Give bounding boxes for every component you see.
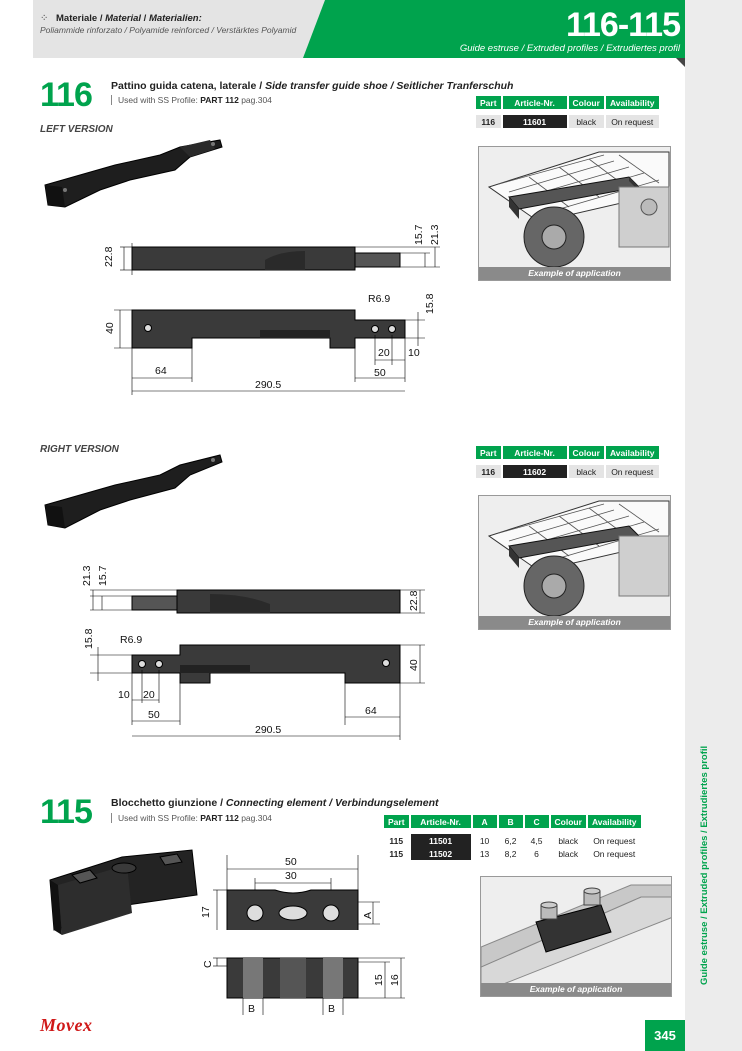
dim-total-length: 290.5 bbox=[255, 724, 282, 736]
section-116-used-with: Used with SS Profile: PART 112 pag.304 bbox=[111, 95, 272, 105]
dim-top-height: 15.7 bbox=[413, 224, 425, 245]
col-colour: Colour bbox=[569, 96, 604, 109]
connecting-element-section-view bbox=[195, 940, 415, 1020]
left-top-view bbox=[100, 290, 440, 395]
dim-width: 40 bbox=[104, 322, 116, 334]
dim-height: 22.8 bbox=[103, 246, 115, 267]
col-availability: Availability bbox=[606, 96, 659, 109]
page-number: 345 bbox=[645, 1020, 685, 1051]
col-a: A bbox=[473, 815, 497, 828]
dim-width: 40 bbox=[408, 659, 420, 671]
table-row: 115 11501 10 6,2 4,5 black On request bbox=[384, 834, 641, 847]
section-115-used-with: Used with SS Profile: PART 112 pag.304 bbox=[111, 813, 272, 823]
right-version-table bbox=[474, 446, 661, 478]
application-caption: Example of application bbox=[481, 983, 671, 996]
application-image-right bbox=[478, 495, 671, 630]
col-colour: Colour bbox=[569, 446, 604, 459]
material-icon: ⁘ bbox=[40, 13, 49, 24]
col-colour: Colour bbox=[551, 815, 586, 828]
dim-length: 50 bbox=[285, 856, 297, 868]
col-part: Part bbox=[476, 446, 501, 459]
dim-tab-height: 15.8 bbox=[83, 628, 95, 649]
dim-c: C bbox=[202, 960, 214, 968]
dim-width: 17 bbox=[200, 906, 212, 918]
dim-radius: R6.9 bbox=[368, 293, 391, 305]
header-subtitle: Guide estruse / Extruded profiles / Extrudiertes profil bbox=[459, 43, 680, 54]
table-row: 115 11502 13 8,2 6 black On request bbox=[384, 847, 641, 860]
header-divider bbox=[303, 0, 325, 58]
left-version-table bbox=[474, 96, 661, 128]
dim-front-length: 50 bbox=[148, 709, 160, 721]
dim-total-height: 21.3 bbox=[81, 565, 93, 586]
material-label: Materiale / Material / Materialien: bbox=[56, 13, 202, 24]
dim-rear-length: 50 bbox=[374, 367, 386, 379]
right-shoe-3d bbox=[40, 450, 225, 535]
side-caption: Guide estruse / Extruded profiles / Extrudiertes profil bbox=[699, 745, 710, 985]
left-side-view bbox=[80, 215, 450, 295]
col-availability: Availability bbox=[606, 446, 659, 459]
col-part: Part bbox=[476, 96, 501, 109]
col-c: C bbox=[525, 815, 549, 828]
dim-hole-edge: 10 bbox=[408, 347, 420, 359]
conveyor-illustration bbox=[479, 147, 671, 269]
dim-rear-length: 64 bbox=[365, 705, 377, 717]
col-availability: Availability bbox=[588, 815, 641, 828]
dim-b-left: B bbox=[248, 1003, 256, 1015]
dim-total-length: 290.5 bbox=[255, 379, 282, 391]
application-caption: Example of application bbox=[479, 616, 670, 629]
left-shoe-3d bbox=[40, 135, 225, 215]
table-row: 116 11602 black On request bbox=[476, 465, 659, 478]
dim-total-height: 21.3 bbox=[429, 224, 441, 245]
dim-tab-height: 15.8 bbox=[424, 293, 436, 314]
product-code: 116-115 bbox=[565, 6, 680, 44]
right-version-label: RIGHT VERSION bbox=[40, 444, 119, 455]
connecting-element-table bbox=[382, 815, 643, 860]
conveyor-illustration bbox=[479, 496, 671, 618]
dim-hole-spacing: 20 bbox=[143, 689, 155, 701]
application-image-connecting bbox=[480, 876, 672, 997]
left-version-label: LEFT VERSION bbox=[40, 124, 113, 135]
profile-illustration bbox=[481, 877, 672, 985]
right-side-view bbox=[80, 558, 450, 618]
right-top-view bbox=[80, 625, 450, 740]
dim-front-length: 64 bbox=[155, 365, 167, 377]
dim-top-height: 15.7 bbox=[97, 565, 109, 586]
col-b: B bbox=[499, 815, 523, 828]
section-115-title: Blocchetto giunzione / Connecting element / Verbindungselement bbox=[111, 797, 439, 809]
col-part: Part bbox=[384, 815, 409, 828]
dim-radius: R6.9 bbox=[120, 634, 143, 646]
dim-a: A bbox=[362, 911, 374, 919]
col-article: Article-Nr. bbox=[411, 815, 471, 828]
application-caption: Example of application bbox=[479, 267, 670, 280]
section-116-title: Pattino guida catena, laterale / Side transfer guide shoe / Seitlicher Tranferschuh bbox=[111, 80, 514, 92]
dim-hole-spacing: 30 bbox=[285, 870, 297, 882]
col-article: Article-Nr. bbox=[503, 96, 567, 109]
table-row: 116 11601 black On request bbox=[476, 115, 659, 128]
connecting-element-top-view bbox=[195, 850, 395, 930]
dim-hole-edge: 10 bbox=[118, 689, 130, 701]
col-article: Article-Nr. bbox=[503, 446, 567, 459]
dim-hole-spacing: 20 bbox=[378, 347, 390, 359]
brand-logo: Movex bbox=[40, 1015, 93, 1035]
dim-b-right: B bbox=[328, 1003, 336, 1015]
material-line: Poliammide rinforzato / Polyamide reinforced / Verstärktes Polyamid bbox=[40, 25, 297, 35]
section-115-number: 115 bbox=[40, 793, 92, 831]
dim-height: 22.8 bbox=[408, 590, 420, 611]
section-116-number: 116 bbox=[40, 76, 92, 114]
dim-height-16: 16 bbox=[389, 974, 401, 986]
dim-height-15: 15 bbox=[373, 974, 385, 986]
connecting-element-3d bbox=[42, 845, 202, 945]
application-image-left bbox=[478, 146, 671, 281]
